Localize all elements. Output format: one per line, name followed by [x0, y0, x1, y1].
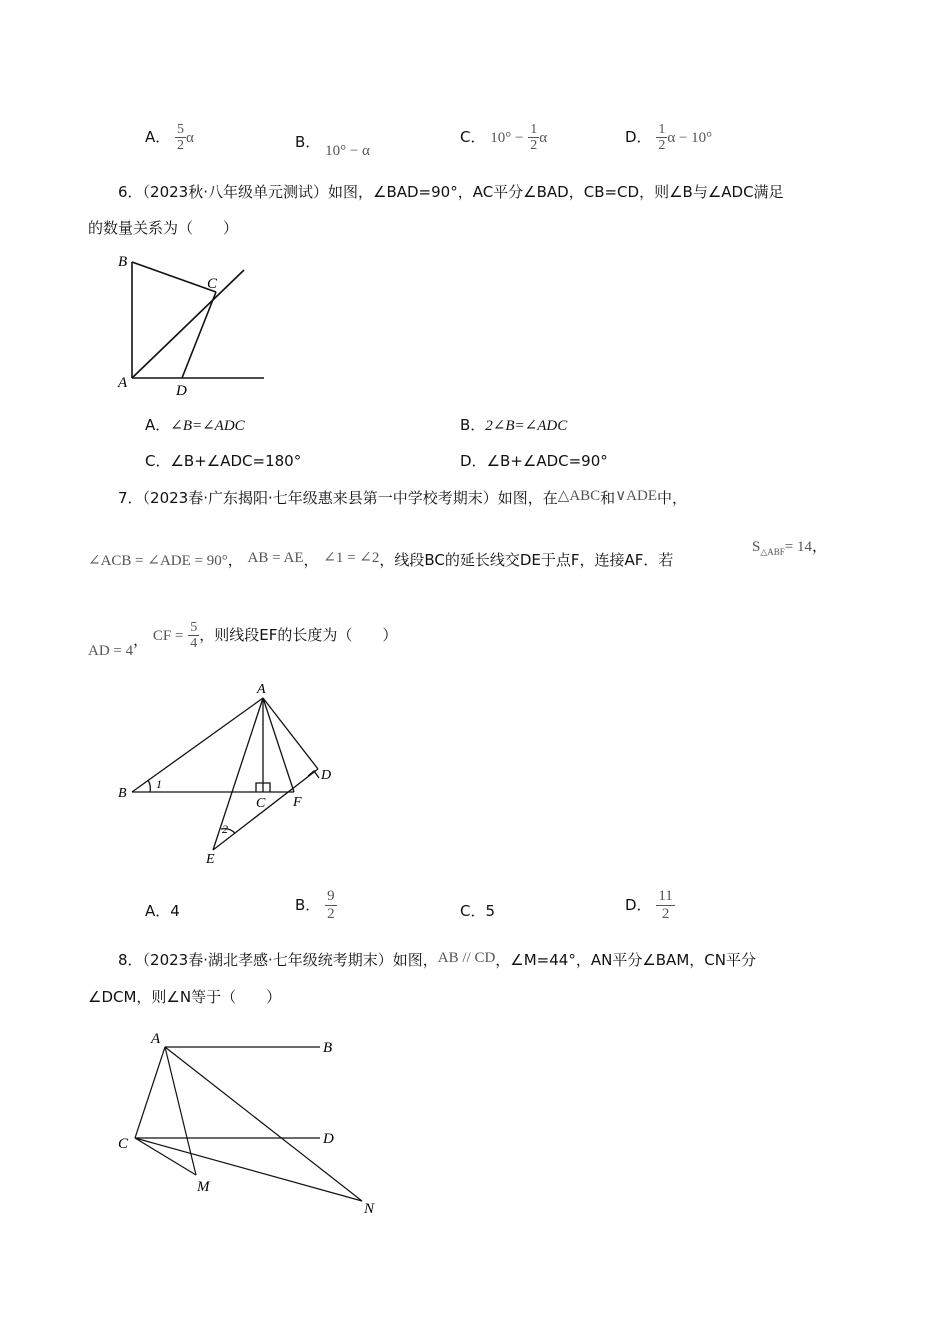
q6-stem-line-2: 的数量关系为（ ）: [88, 219, 239, 237]
q8-stem-line-1: 8．（2023春·湖北孝感·七年级统考期末）如图，AB // CD，∠M=44°，AN平分∠BAM，CN平分: [118, 950, 756, 969]
q7-stem-line-3: AD = 4， CF = $\frac{5}{4}$ ，则线段EF的长度为（ ）: [88, 620, 398, 659]
q6-option-d[interactable]: D．∠B+∠ADC=90°: [460, 452, 608, 470]
option-label: B．: [295, 896, 321, 914]
q6-figure: [110, 248, 280, 398]
option-label: A．: [145, 416, 171, 434]
q8-figure: [110, 1025, 390, 1220]
q7-stem-line-2: ∠ACB = ∠ADE = 90°， AB = AE， ∠1 = ∠2，线段BC的延长线交DE于点F，连接AF．若: [88, 550, 674, 569]
right-angle-mark-d: [308, 771, 319, 778]
question-number: 8．: [118, 951, 143, 969]
q7-option-d[interactable]: [625, 888, 675, 923]
q5-option-b[interactable]: B． 10° − α: [295, 133, 370, 159]
q7-stem-line-1: 7．（2023春·广东揭阳·七年级惠来县第一中学校考期末）如图，在△ABC和∨ADE中，: [118, 488, 688, 507]
segment-ae: [213, 698, 263, 850]
question-stem: 如图，∠BAD=90°，AC平分∠BAD，CB=CD，则∠B与∠ADC满足: [328, 183, 784, 201]
option-label: B．: [460, 416, 486, 434]
segment-dc: [182, 292, 216, 378]
q5-option-c[interactable]: C． 10° − $\frac{1}{2}$ α: [460, 122, 548, 153]
label-c: C: [256, 796, 266, 811]
q6-option-c[interactable]: C．∠B+∠ADC=180°: [145, 452, 302, 470]
q6-option-b[interactable]: B．2∠B=∠ADC: [460, 416, 568, 434]
fraction: $\frac{9}{2}$: [327, 888, 335, 922]
label-c: C: [207, 276, 218, 292]
label-a: A: [257, 682, 266, 697]
q8-stem-line-2: ∠DCM，则∠N等于（ ）: [88, 988, 282, 1006]
segment-ab: [132, 698, 263, 792]
fraction: $\frac{5}{2}$: [177, 122, 185, 153]
option-label: D．: [625, 896, 652, 914]
q5-option-d[interactable]: D． $\frac{1}{2}$ α − 10°: [625, 122, 713, 153]
option-label: C．: [145, 452, 171, 470]
label-d: D: [176, 383, 187, 398]
segment-ac: [135, 1047, 165, 1138]
segment-bc: [132, 262, 216, 292]
q6-option-a[interactable]: A．∠B=∠ADC: [145, 416, 245, 434]
label-e: E: [206, 852, 215, 867]
fraction: $\frac{1}{2}$: [658, 122, 666, 153]
label-b: B: [118, 254, 128, 270]
label-c: C: [118, 1136, 129, 1152]
label-angle-1: 1: [156, 777, 162, 791]
label-n: N: [364, 1201, 375, 1217]
label-b: B: [118, 786, 127, 801]
option-label: D．: [625, 128, 652, 146]
fraction: $\frac{1}{2}$: [530, 122, 538, 153]
q7-option-a[interactable]: A．4: [145, 902, 180, 920]
q7-area-expression: $S_{\triangle ABF}= 14$，: [752, 537, 828, 558]
angle-mark-1: [148, 780, 150, 792]
q7-option-c[interactable]: C．5: [460, 902, 496, 920]
segment-af: [263, 698, 294, 792]
segment-an: [165, 1047, 362, 1201]
question-source: （2023春·广东揭阳·七年级惠来县第一中学校考期末）: [142, 489, 498, 507]
q6-stem-line-1: [118, 182, 784, 202]
fraction: $\frac{5}{4}$: [190, 620, 198, 651]
q7-option-b[interactable]: [295, 888, 337, 923]
label-a: A: [118, 375, 128, 391]
question-number: 7．: [118, 489, 143, 507]
option-label: A．: [145, 128, 171, 146]
label-d: D: [321, 768, 332, 783]
segment-am: [165, 1047, 196, 1175]
label-m: M: [197, 1179, 210, 1195]
segment-ad: [263, 698, 318, 769]
segment-cn: [135, 1138, 362, 1201]
option-label: D．: [460, 452, 487, 470]
label-angle-2: 2: [222, 822, 228, 836]
question-source: （2023春·湖北孝感·七年级统考期末）: [142, 951, 393, 969]
label-f: F: [293, 795, 302, 810]
label-a: A: [151, 1031, 161, 1047]
label-b: B: [323, 1040, 333, 1056]
fraction: $\frac{11}{2}$: [658, 888, 673, 922]
question-number: 6．: [118, 183, 143, 201]
q5-option-a[interactable]: A． $\frac{5}{2}$ α: [145, 122, 194, 153]
label-d: D: [323, 1131, 334, 1147]
q7-figure: [110, 675, 350, 870]
option-label: C．: [460, 902, 486, 920]
option-label: A．: [145, 902, 171, 920]
segment-ed: [213, 769, 318, 850]
option-label: B．: [295, 133, 321, 151]
question-source: （2023秋·八年级单元测试）: [142, 183, 328, 201]
segment-cm: [135, 1138, 196, 1175]
option-label: C．: [460, 128, 486, 146]
